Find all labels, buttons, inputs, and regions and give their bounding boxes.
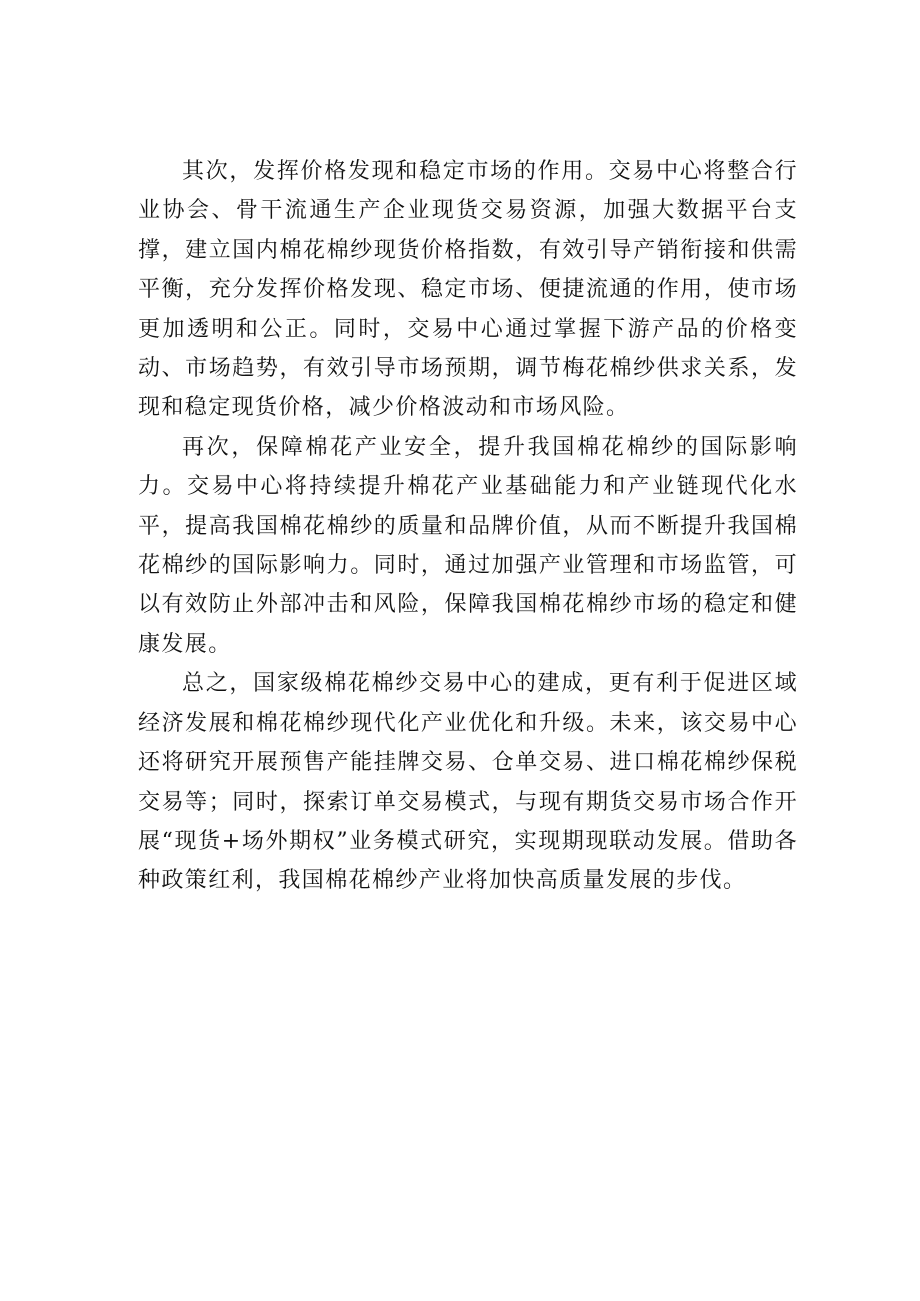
document-body [138,152,798,901]
paragraph-industry-security: 再次，保障棉花产业安全，提升我国棉花棉纱的国际影响力。交易中心将持续提升棉花产业基础能力和产业链现代化水平，提高我国棉花棉纱的质量和品牌价值，从而不断提升我国棉花棉纱的国际影响力。同时，通过加强产业管理和市场监管，可以有效防止外部冲击和风险，保障我国棉花棉纱市场的稳定和健康发展。 [138,434,798,657]
paragraph-price-discovery: 其次，发挥价格发现和稳定市场的作用。交易中心将整合行业协会、骨干流通生产企业现货交易资源，加强大数据平台支撑，建立国内棉花棉纱现货价格指数，有效引导产销衔接和供需平衡，充分发挥价格发现、稳定市场、便捷流通的作用，使市场更加透明和公正。同时，交易中心通过掌握下游产品的价格变动、市场趋势，有效引导市场预期，调节梅花棉纱供求关系，发现和稳定现货价格，减少价格波动和市场风险。 [138,159,798,421]
paragraph-conclusion: 总之，国家级棉花棉纱交易中心的建成，更有利于促进区域经济发展和棉花棉纱现代化产业优化和升级。未来，该交易中心还将研究开展预售产能挂牌交易、仓单交易、进口棉花棉纱保税交易等；同时，探索订单交易模式，与现有期货交易市场合作开展“现货+场外期权”业务模式研究，实现期现联动发展。借助各种政策红利，我国棉花棉纱产业将加快高质量发展的步伐。 [138,671,798,894]
